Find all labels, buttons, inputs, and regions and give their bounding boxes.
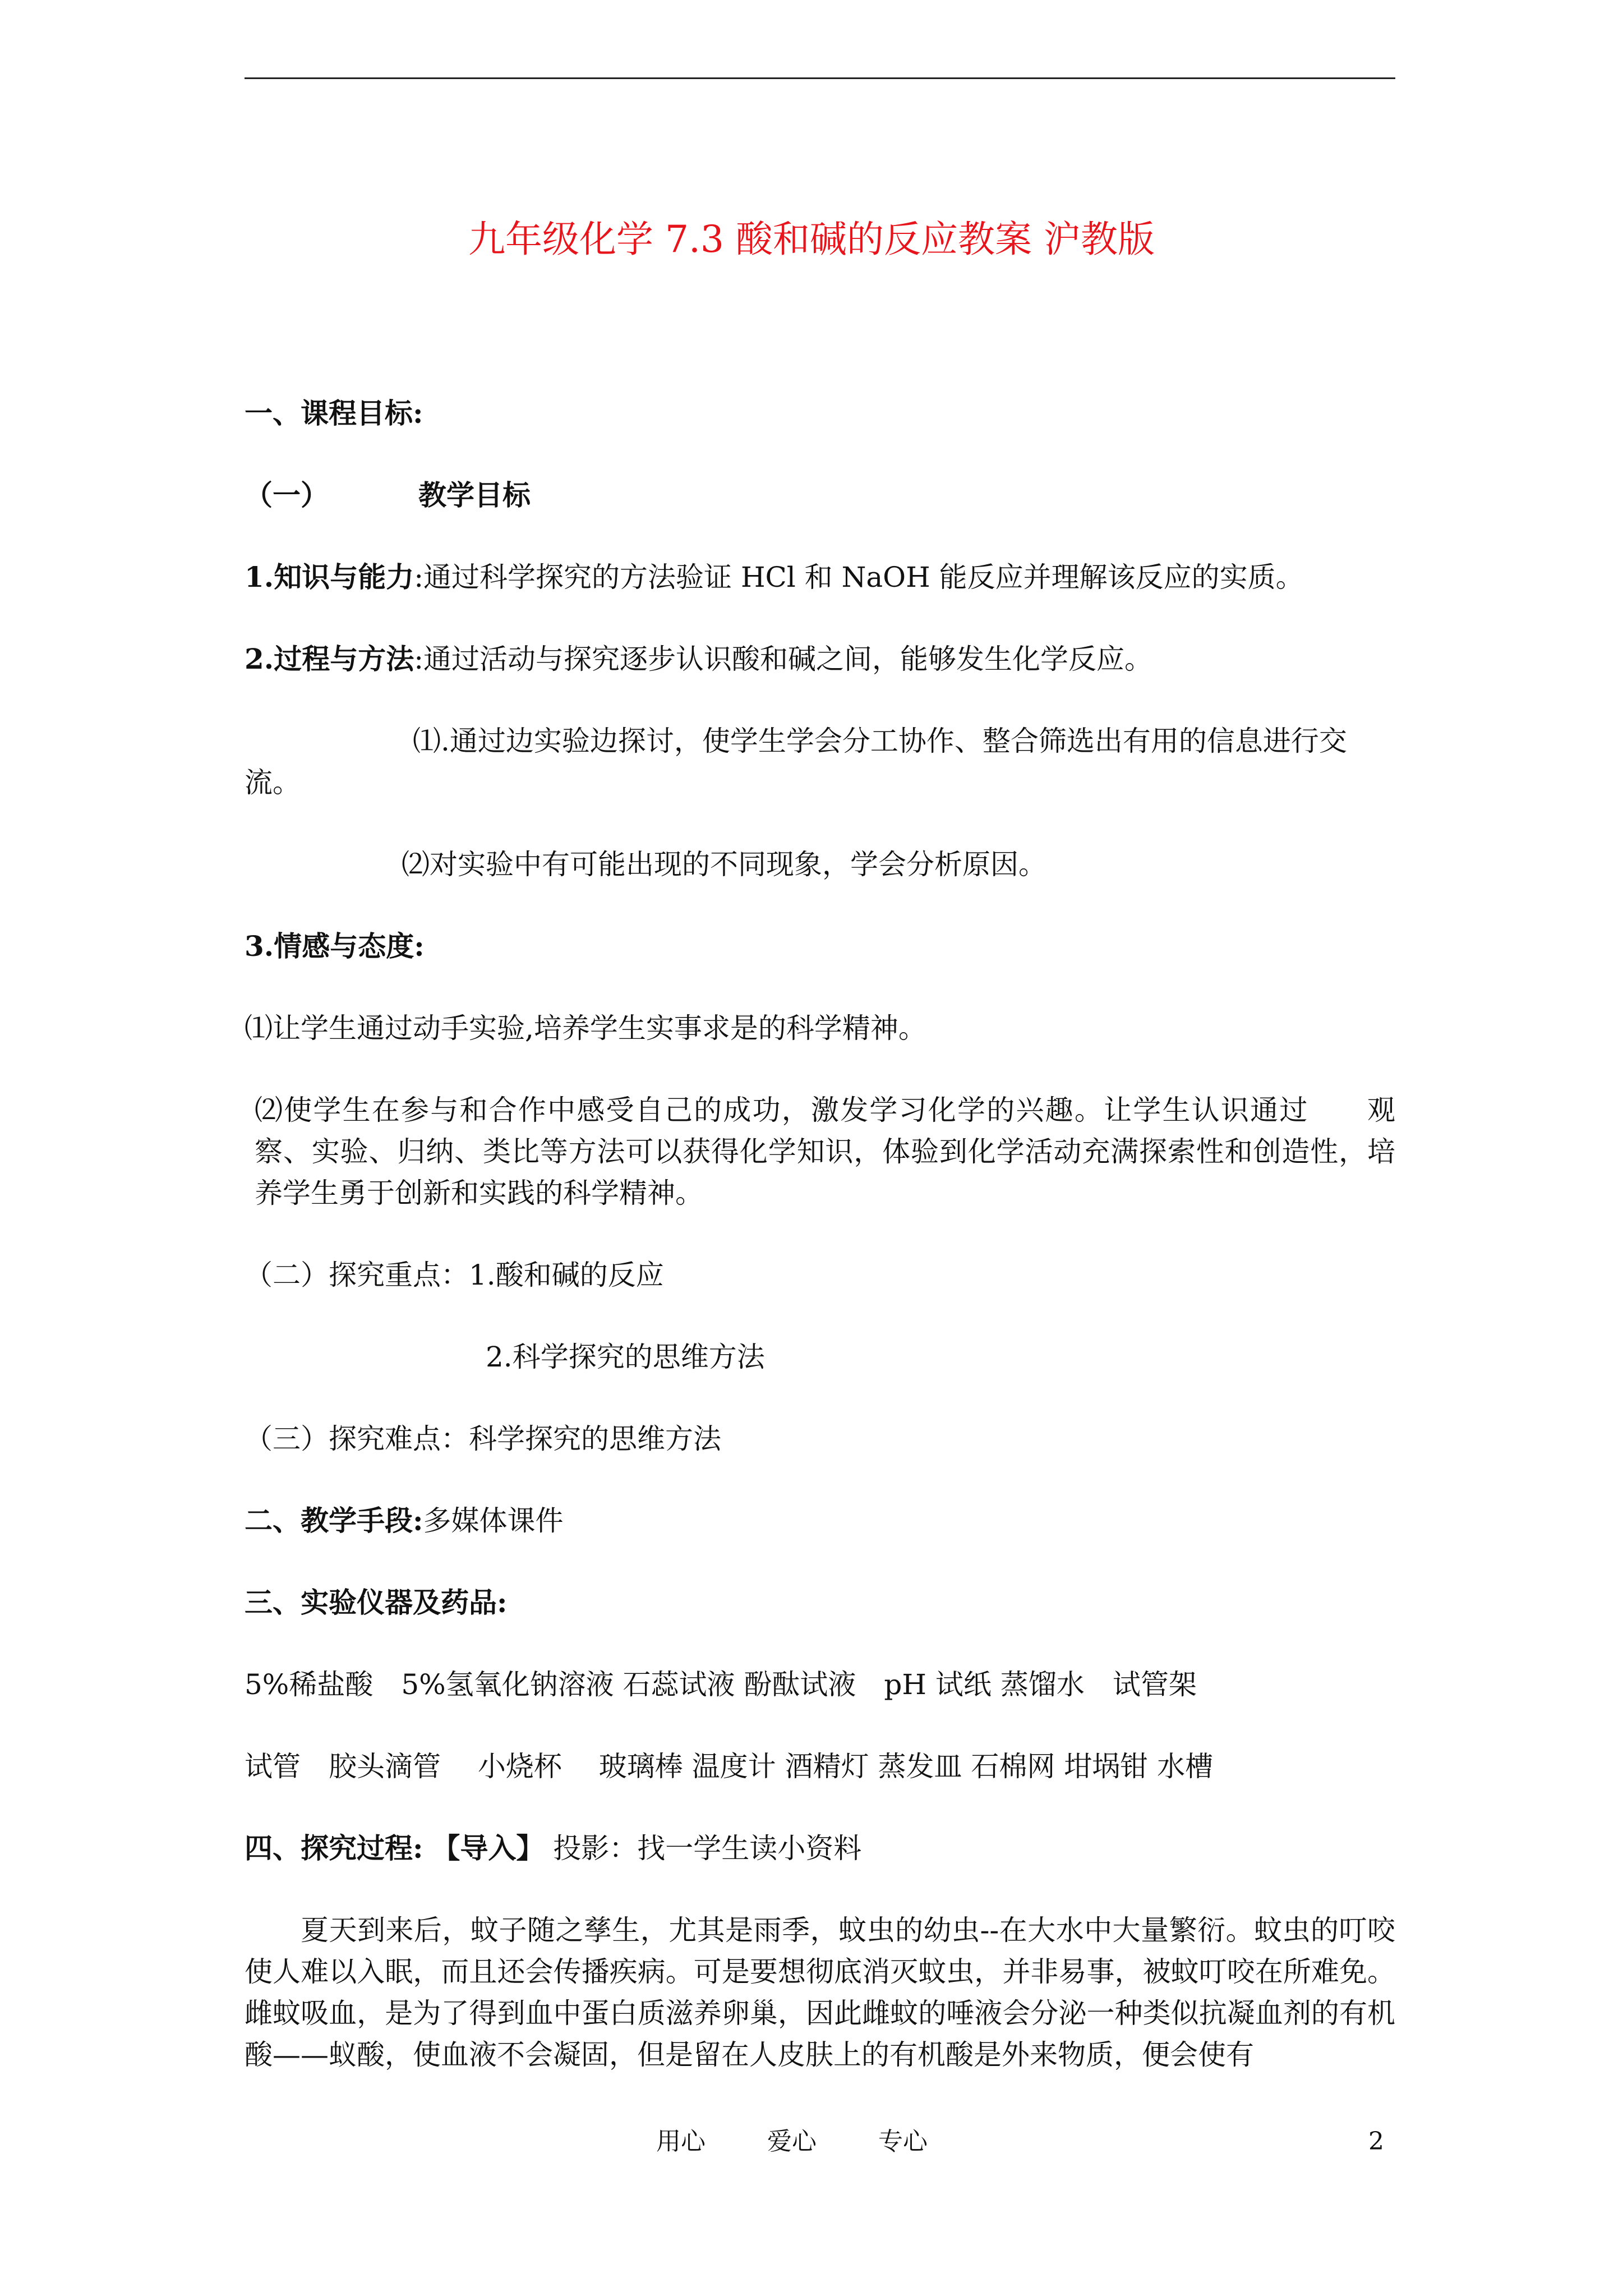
goal-knowledge-label: 1.知识与能力 (245, 560, 414, 593)
key-points-line-2: 2.科学探究的思维方法 (486, 1341, 765, 1373)
goal-attitude-item-1: ⑴让学生通过动手实验,培养学生实事求是的科学精神。 (245, 1012, 926, 1045)
goal-attitude-label: 3.情感与态度: (245, 930, 425, 963)
document-body (245, 393, 1395, 2116)
key-points-line-1: （二）探究重点：1.酸和碱的反应 (245, 1259, 664, 1291)
section-3-heading: 三、实验仪器及药品: (245, 1586, 508, 1619)
section-2-heading: 二、教学手段: (245, 1504, 423, 1537)
goal-knowledge (245, 556, 1395, 598)
section-4 (245, 1828, 1395, 1869)
subheading-number: （一） (245, 478, 329, 512)
goal-attitude-item-2: ⑵使学生在参与和合作中感受自己的成功，激发学习化学的兴趣。让学生认识通过 观察、实验、归纳、类比等方法可以获得化学知识，体验到化学活动充满探索性和创造性，培养学生勇于创新和实践的科学精神。 (255, 1094, 1395, 1209)
section-1-heading: 一、课程目标: (245, 397, 423, 430)
header-rule (245, 77, 1395, 79)
page-number: 2 (1368, 2127, 1384, 2156)
goal-process (245, 638, 1395, 680)
section-2 (245, 1500, 1395, 1542)
footer-motto-1: 用心 (656, 2127, 706, 2156)
goal-process-item-1 (245, 720, 1395, 803)
subheading-label: 教学目标 (418, 478, 531, 512)
document-title: 九年级化学 7.3 酸和碱的反应教案 沪教版 (468, 218, 1155, 261)
goal-process-text: :通过活动与探究逐步认识酸和碱之间，能够发生化学反应。 (414, 643, 1153, 675)
goal-process-item-2: ⑵对实验中有可能出现的不同现象，学会分析原因。 (402, 848, 1046, 881)
difficulty-line: （三）探究难点：科学探究的思维方法 (245, 1423, 721, 1455)
teaching-goals-subheading (245, 475, 1395, 516)
goal-process-label: 2.过程与方法 (245, 642, 414, 675)
footer-motto-2: 爱心 (767, 2127, 817, 2156)
footer-motto (656, 2125, 989, 2159)
section-4-heading: 四、探究过程: (245, 1832, 423, 1865)
materials-line-1: 5%稀盐酸 5%氢氧化钠溶液 石蕊试液 酚酞试液 pH 试纸 蒸馏水 试管架 (245, 1668, 1197, 1701)
footer-motto-3: 专心 (878, 2127, 928, 2156)
section-2-text: 多媒体课件 (423, 1504, 564, 1537)
section-4-tag: 【导入】 (432, 1832, 545, 1865)
goal-knowledge-text: :通过科学探究的方法验证 HCl 和 NaOH 能反应并理解该反应的实质。 (414, 561, 1304, 593)
goal-process-item-1-line-b: 流。 (245, 766, 301, 799)
reading-paragraph: 夏天到来后，蚊子随之孳生，尤其是雨季，蚊虫的幼虫--在大水中大量繁衍。蚊虫的叮咬使人难以入眠，而且还会传播疾病。可是要想彻底消灭蚊虫，并非易事，被蚊叮咬在所难免。雌蚊吸血，是为了得到血中蛋白质滋养卵巢，因此雌蚊的唾液会分泌一种类似抗凝血剂的有机酸——蚁酸，使血液不会凝固，但是留在人皮肤上的有机酸是外来物质，便会使有 (245, 1914, 1395, 2071)
section-4-text: 投影：找一学生读小资料 (553, 1832, 862, 1865)
goal-process-item-1-line-a: ⑴.通过边实验边探讨，使学生学会分工协作、整合筛选出有用的信息进行交 (413, 725, 1347, 757)
materials-line-2: 试管 胶头滴管 小烧杯 玻璃棒 温度计 酒精灯 蒸发皿 石棉网 坩埚钳 水槽 (245, 1750, 1214, 1783)
